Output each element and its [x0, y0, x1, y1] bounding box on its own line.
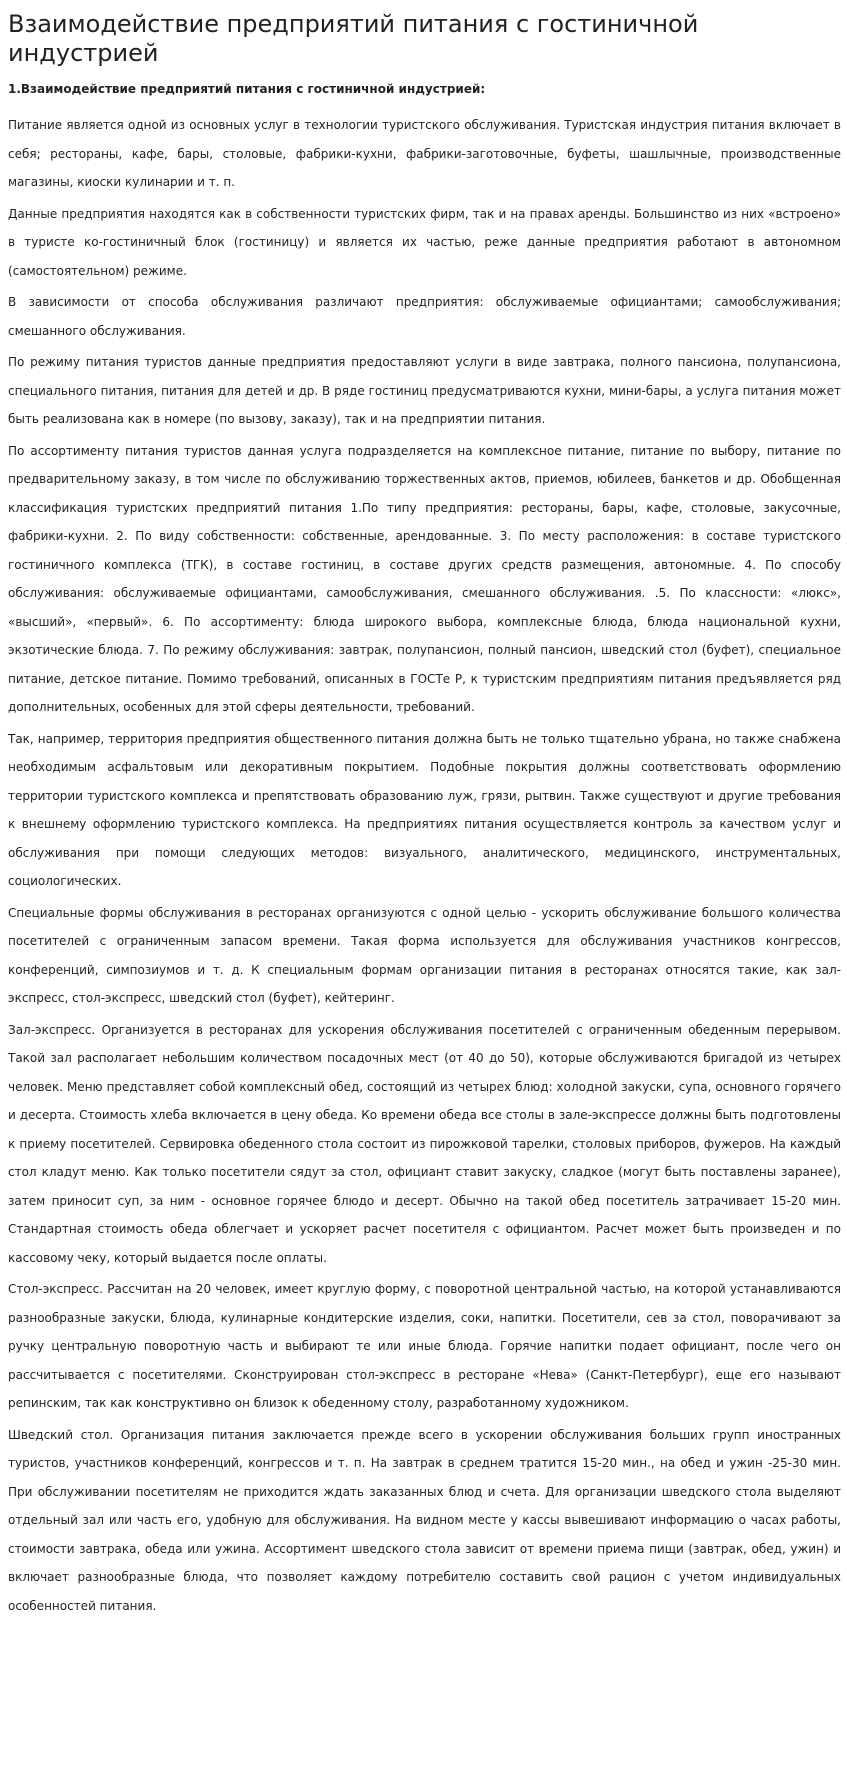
paragraph: Шведский стол. Организация питания заключается прежде всего в ускорении обслуживания больших групп иностранных туристов, участников конференций, конгрессов и т. п. На завтрак в среднем тратится 15-20 мин., на обед и ужин -25-30 мин. При обслуживании посетителям не приходится ждать заказанных блюд и счета. Для организации шведского стола выделяют отдельный зал или часть его, удобную для обслуживания. На видном месте у кассы вывешивают информацию о часах работы, стоимости завтрака, обеда или ужина. Ассортимент шведского стола зависит от времени приема пищи (завтрак, обед, ужин) и включает разнообразные блюда, что позволяет каждому потребителю составить свой рацион с учетом индивидуальных особенностей питания. [8, 1427, 841, 1613]
paragraph: В зависимости от способа обслуживания различают предприятия: обслуживаемые официантами; самообслуживания; смешанного обслуживания. [8, 295, 841, 338]
paragraph: По режиму питания туристов данные предприятия предоставляют услуги в виде завтрака, полного пансиона, полупансиона, специального питания, питания для детей и др. В ряде гостиниц предусматриваются кухни, мини-бары, а услуга питания может быть реализована как в номере (по вызову, заказу), так и на предприятии питания. [8, 355, 841, 426]
page-title: Взаимодействие предприятий питания с гостиничной индустрией [8, 10, 699, 67]
paragraph: По ассортименту питания туристов данная услуга подразделяется на комплексное питание, питание по выбору, питание по предварительному заказу, в том числе по обслуживанию торжественных актов, приемов, юбилеев, банкетов и др. Обобщенная классификация туристских предприятий питания 1.По типу предприятия: рестораны, бары, кафе, столовые, закусочные, фабрики-кухни. 2. По виду собственности: собственные, арендованные. 3. По месту расположения: в составе туристского гостиничного комплекса (ТГК), в составе гостиниц, в составе других средств размещения, автономные. 4. По способу обслуживания: обслуживаемые официантами, самообслуживания, смешанного обслуживания. .5. По классности: «люкс», «высший», «первый». 6. По ассортименту: блюда широкого выбора, комплексные блюда, блюда национальной кухни, экзотические блюда. 7. По режиму обслуживания: завтрак, полупансион, полный пансион, шведский стол (буфет), специальное питание, детское питание. Помимо требований, описанных в ГОСТе Р, к туристским предприятиям питания предъявляется ряд дополнительных, особенных для этой сферы деятельности, требований. [8, 443, 841, 714]
paragraph: Зал-экспресс. Организуется в ресторанах для ускорения обслуживания посетителей с ограниченным обеденным перерывом. Такой зал располагает небольшим количеством посадочных мест (от 40 до 50), которые обслуживаются бригадой из четырех человек. Меню представляет собой комплексный обед, состоящий из четырех блюд: холодной закуски, супа, основного горячего и десерта. Стоимость хлеба включается в цену обеда. Ко времени обеда все столы в зале-экспрессе должны быть подготовлены к приему посетителей. Сервировка обеденного стола состоит из пирожковой тарелки, столовых приборов, фужеров. На каждый стол кладут меню. Как только посетители сядут за стол, официант ставит закуску, сладкое (могут быть поставлены заранее), затем приносит суп, за ним - основное горячее блюдо и десерт. Обычно на такой обед посетитель затрачивает 15-20 мин. Стандартная стоимость обеда облегчает и ускоряет расчет посетителя с официантом. Расчет может быть произведен и по кассовому чеку, который выдается после оплаты. [8, 1022, 841, 1265]
paragraph: Специальные формы обслуживания в ресторанах организуются с одной целью - ускорить обслуживание большого количества посетителей с ограниченным запасом времени. Такая форма используется для обслуживания участников конгрессов, конференций, симпозиумов и т. д. К специальным формам организации питания в ресторанах относятся такие, как зал-экспресс, стол-экспресс, шведский стол (буфет), кейтеринг. [8, 905, 841, 1005]
paragraph: Питание является одной из основных услуг в технологии туристского обслуживания. Туристская индустрия питания включает в себя; рестораны, кафе, бары, столовые, фабрики-кухни, фабрики-заготовочные, буфеты, шашлычные, производственные магазины, киоски кулинарии и т. п. [8, 118, 841, 189]
paragraph: Данные предприятия находятся как в собственности туристских фирм, так и на правах аренды. Большинство из них «встроено» в туристе ко-гостиничный блок (гостиницу) и является их частью, реже данные предприятия работают в автономном (самостоятельном) режиме. [8, 206, 841, 278]
paragraph: Так, например, территория предприятия общественного питания должна быть не только тщательно убрана, но также снабжена необходимым асфальтовым или декоративным покрытием. Подобные покрытия должны соответствовать оформлению территории туристского комплекса и препятствовать образованию луж, грязи, рытвин. Также существуют и другие требования к внешнему оформлению туристского комплекса. На предприятиях питания осуществляется контроль за качеством услуг и обслуживания при помощи следующих методов: визуального, аналитического, медицинского, инструментальных, социологических. [8, 731, 841, 888]
paragraph: Стол-экспресс. Рассчитан на 20 человек, имеет круглую форму, с поворотной центральной частью, на которой устанавливаются разнообразные закуски, блюда, кулинарные кондитерские изделия, соки, напитки. Посетители, сев за стол, поворачивают за ручку центральную поворотную часть и выбирают те или иные блюда. Горячие напитки подает официант, после чего он рассчитывается с посетителями. Сконструирован стол-экспресс в ресторане «Нева» (Санкт-Петербург), еще его называют репинским, так как конструктивно он близок к обеденному столу, разработанному художником. [8, 1282, 841, 1410]
section-heading: 1.Взаимодействие предприятий питания с гостиничной индустрией: [8, 82, 486, 96]
